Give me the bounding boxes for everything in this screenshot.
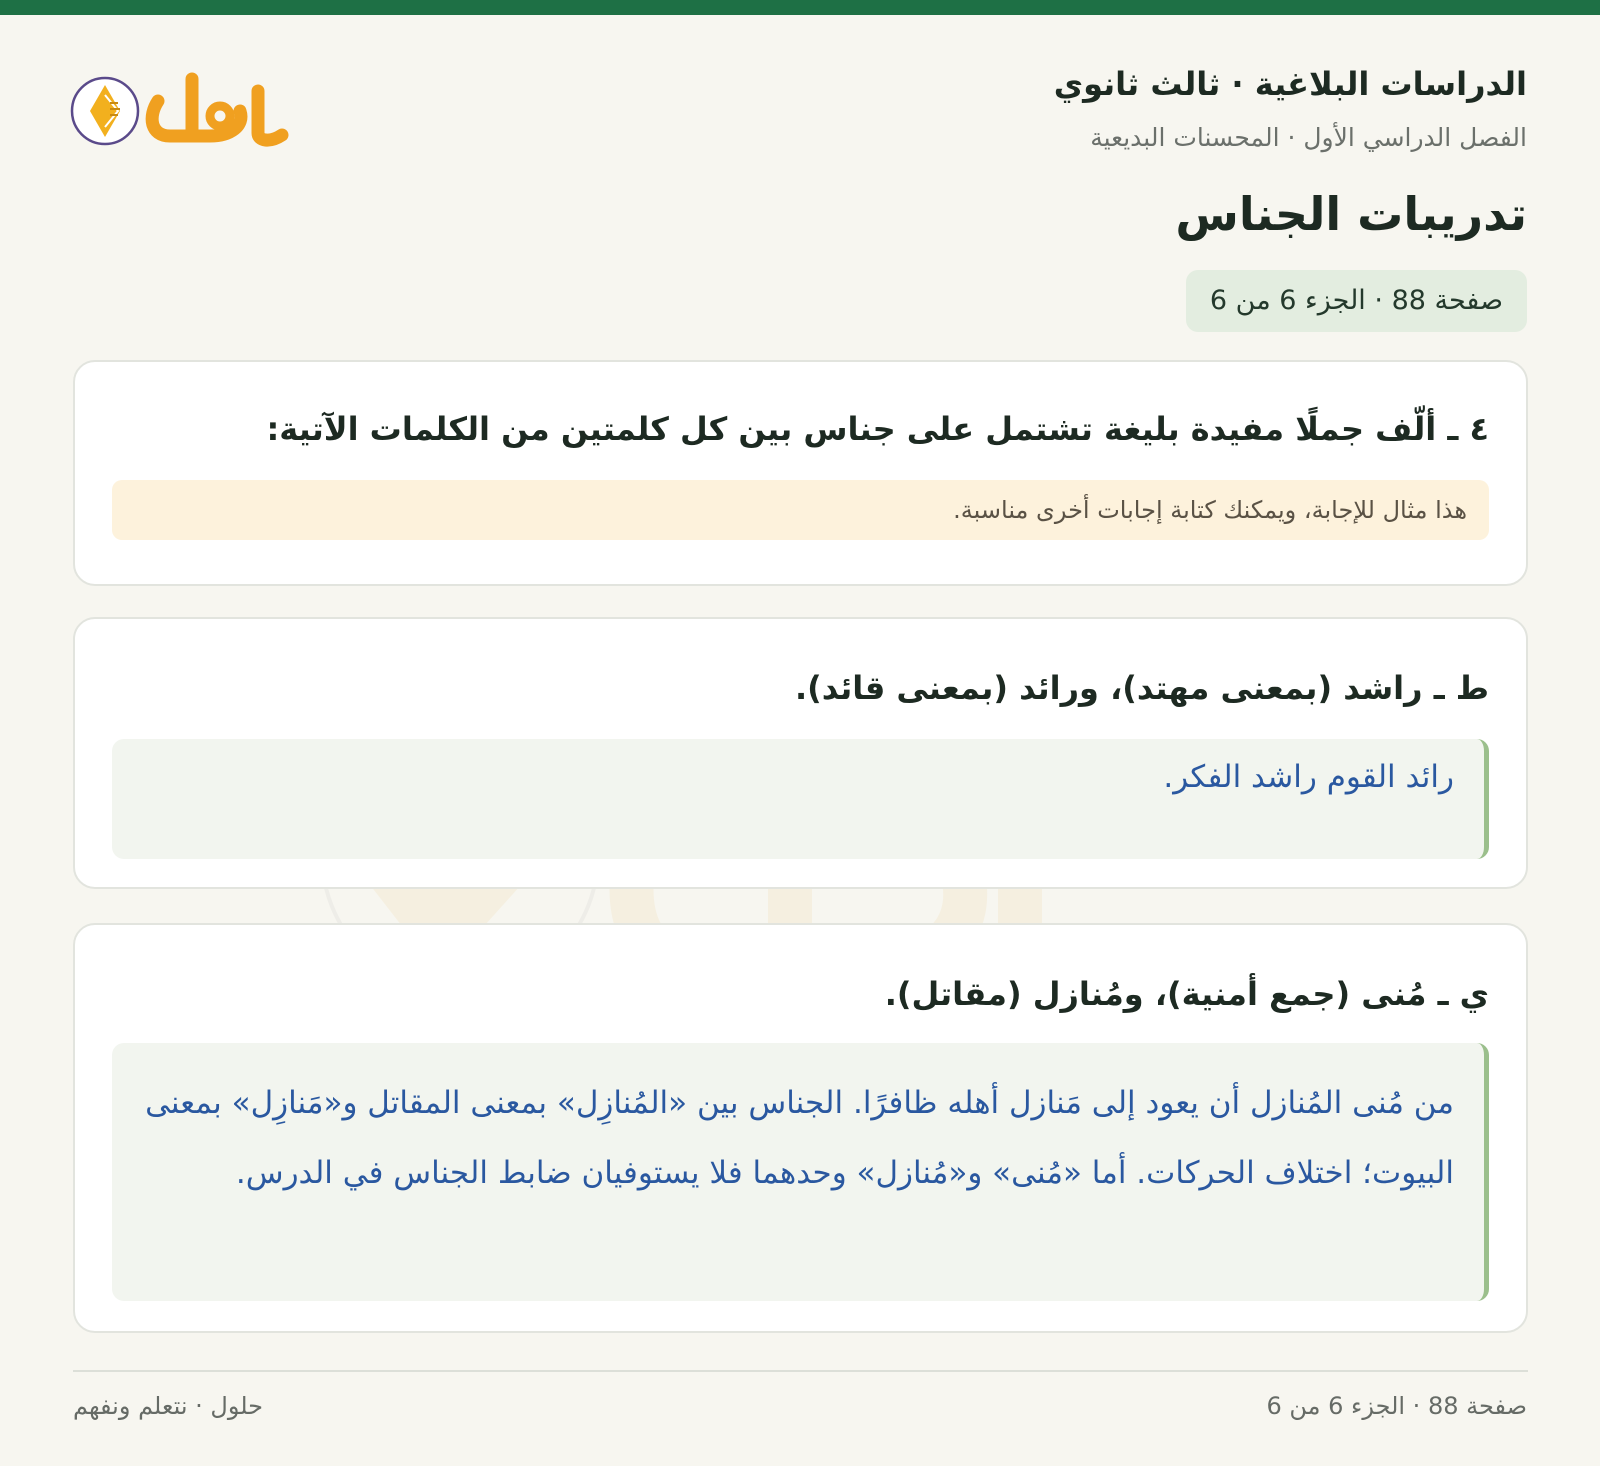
answer-note: هذا مثال للإجابة، ويمكنك كتابة إجابات أخرى مناسبة. (112, 480, 1489, 540)
answer-box: رائد القوم راشد الفكر. (112, 739, 1489, 859)
page (0, 15, 1600, 1466)
question-card (73, 617, 1528, 889)
footer-page-info: صفحة 88 · الجزء 6 من 6 (1266, 1392, 1527, 1420)
course-subtitle: الفصل الدراسي الأول · المحسنات البديعية (1090, 123, 1527, 152)
lesson-title: تدريبات الجناس (1175, 187, 1527, 241)
answer-box: من مُنى المُنازل أن يعود إلى مَنازل أهله ظافرًا. الجناس بين «المُنازِل» بمعنى المقاتل و«مَنازِل» بمعنى البيوت؛ اختلاف الحركات. أما «مُنى» و«مُنازل» وحدهما فلا يستوفيان ضابط الجناس في الدرس. (112, 1043, 1489, 1301)
page-badge: صفحة 88 · الجزء 6 من 6 (1186, 270, 1527, 332)
exercise-card (73, 360, 1528, 586)
footer-divider (73, 1370, 1528, 1372)
course-title: الدراسات البلاغية · ثالث ثانوي (1053, 65, 1527, 103)
question-card (73, 923, 1528, 1333)
exercise-prompt: ٤ ـ ألّف جملًا مفيدة بليغة تشتمل على جناس بين كل كلمتين من الكلمات الآتية: (266, 410, 1489, 448)
logo-book-icon (70, 71, 295, 161)
top-accent-bar (0, 0, 1600, 15)
question-text: ي ـ مُنى (جمع أمنية)، ومُنازل (مقاتل). (884, 975, 1489, 1013)
question-text: ط ـ راشد (بمعنى مهتد)، ورائد (بمعنى قائد). (795, 669, 1489, 707)
footer-brand: حلول · نتعلم ونفهم (73, 1392, 263, 1420)
brand-logo[interactable] (70, 71, 295, 161)
